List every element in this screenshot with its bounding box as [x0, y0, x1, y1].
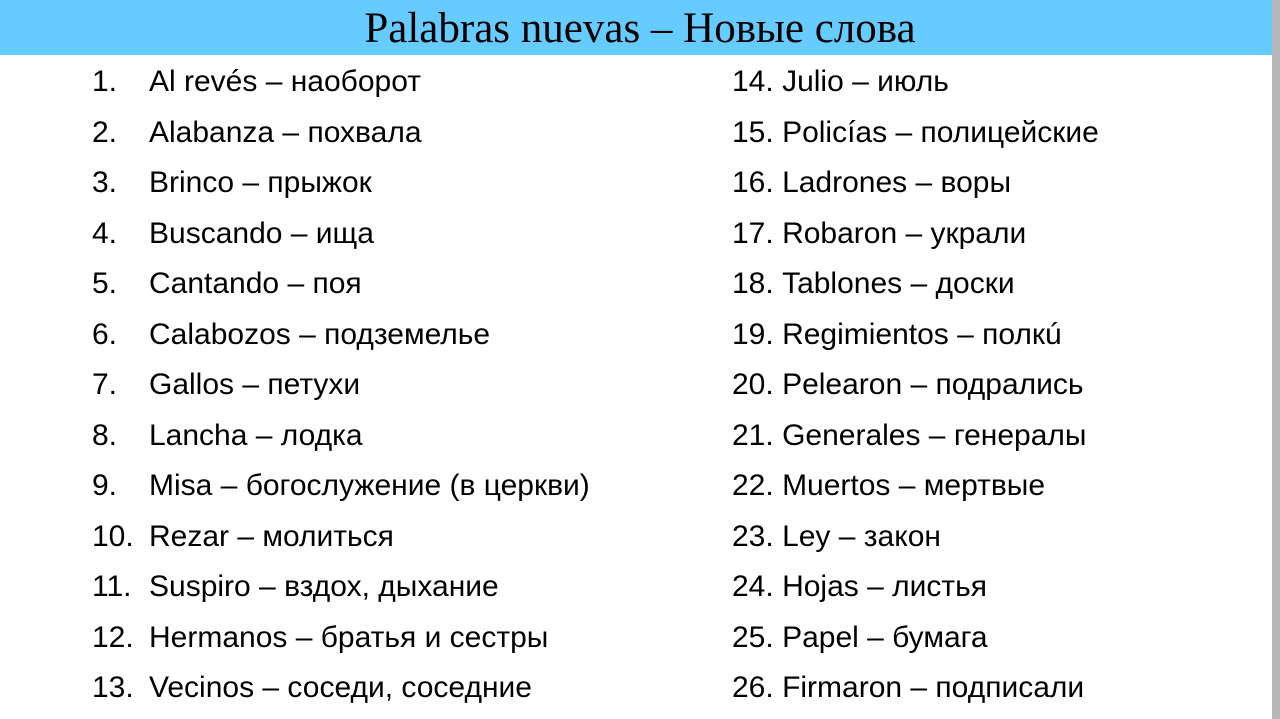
item-text: Gallos – петухи	[149, 368, 361, 402]
vocab-item	[732, 663, 1232, 714]
item-text: Policías – полицейские	[782, 115, 1099, 149]
vocab-item	[732, 57, 1232, 108]
vocab-item	[92, 57, 692, 108]
item-text: Cantando – поя	[149, 267, 362, 301]
item-number: 7.	[92, 368, 118, 402]
vocab-item	[732, 411, 1232, 462]
item-text: Tablones – доски	[782, 267, 1015, 301]
item-text: Brinco – прыжок	[149, 166, 372, 200]
vocab-item	[92, 360, 692, 411]
item-text: Vecinos – соседи, соседние	[149, 671, 532, 705]
vocab-item	[92, 562, 692, 613]
vocab-item	[732, 562, 1232, 613]
vocab-item	[92, 411, 692, 462]
item-text: Hojas – листья	[782, 570, 987, 604]
item-line: 16.	[732, 166, 774, 200]
vocab-item	[732, 461, 1232, 512]
item-number: 4.	[92, 216, 118, 250]
item-line: 23.	[732, 519, 774, 553]
item-text: Robaron – украли	[782, 216, 1027, 250]
item-number: 9.	[92, 469, 118, 503]
vocab-list-left	[92, 57, 692, 714]
vocab-item	[92, 209, 692, 260]
item-number: 13.	[92, 671, 134, 705]
vocab-item	[732, 613, 1232, 664]
vocab-item	[92, 461, 692, 512]
item-line: 17.	[732, 216, 774, 250]
item-text: Firmaron – подписали	[782, 671, 1085, 705]
item-number: 1.	[92, 65, 118, 99]
item-line: 20.	[732, 368, 774, 402]
item-line: 26.	[732, 671, 774, 705]
item-line: 24.	[732, 570, 774, 604]
item-text: Suspiro – вздох, дыхание	[149, 570, 499, 604]
item-number: 2.	[92, 115, 118, 149]
vocab-list-right	[732, 57, 1232, 714]
vocab-item	[92, 613, 692, 664]
item-line: 22.	[732, 469, 774, 503]
item-number: 8.	[92, 418, 118, 452]
item-text: Calabozos – подземелье	[149, 317, 491, 351]
vocab-item	[92, 259, 692, 310]
item-line: 25.	[732, 620, 774, 654]
vocab-item	[732, 108, 1232, 159]
vocab-item	[92, 108, 692, 159]
item-text: Muertos – мертвые	[782, 469, 1046, 503]
item-number: 3.	[92, 166, 118, 200]
item-text: Ley – закон	[782, 519, 941, 553]
vocab-item	[92, 663, 692, 714]
item-text: Misa – богослужение (в церкви)	[149, 469, 590, 503]
item-text: Julio – июль	[782, 65, 949, 99]
vocab-item	[732, 360, 1232, 411]
vocab-item	[92, 512, 692, 563]
item-number: 6.	[92, 317, 118, 351]
item-text: Alabanza – похвала	[149, 115, 422, 149]
right-edge-strip	[1272, 0, 1280, 719]
item-text: Al revés – наоборот	[149, 65, 421, 99]
item-text: Lancha – лодка	[149, 418, 363, 452]
item-line: 19.	[732, 317, 774, 351]
vocab-item	[92, 158, 692, 209]
vocab-item	[732, 512, 1232, 563]
item-number: 11.	[92, 570, 132, 604]
item-number: 10.	[92, 519, 134, 553]
vocab-item	[732, 310, 1232, 361]
item-number: 12.	[92, 620, 134, 654]
item-text: Buscando – ища	[149, 216, 374, 250]
item-line: 15.	[732, 115, 774, 149]
item-number: 5.	[92, 267, 118, 301]
item-line: 14.	[732, 65, 774, 99]
title-bar	[0, 0, 1280, 55]
item-text: Pelearon – подрались	[782, 368, 1084, 402]
vocab-item	[732, 158, 1232, 209]
item-text: Rezar – молиться	[149, 519, 394, 553]
item-text: Regimientos – полкú	[782, 317, 1062, 351]
item-text: Hermanos – братья и сестры	[149, 620, 549, 654]
item-line: 18.	[732, 267, 774, 301]
item-text: Papel – бумага	[782, 620, 988, 654]
vocab-item	[732, 209, 1232, 260]
vocab-item	[92, 310, 692, 361]
item-line: 21.	[732, 418, 774, 452]
item-text: Generales – генералы	[782, 418, 1087, 452]
slide-title: Palabras nuevas – Новые слова	[364, 5, 916, 52]
item-text: Ladrones – воры	[782, 166, 1012, 200]
vocab-item	[732, 259, 1232, 310]
